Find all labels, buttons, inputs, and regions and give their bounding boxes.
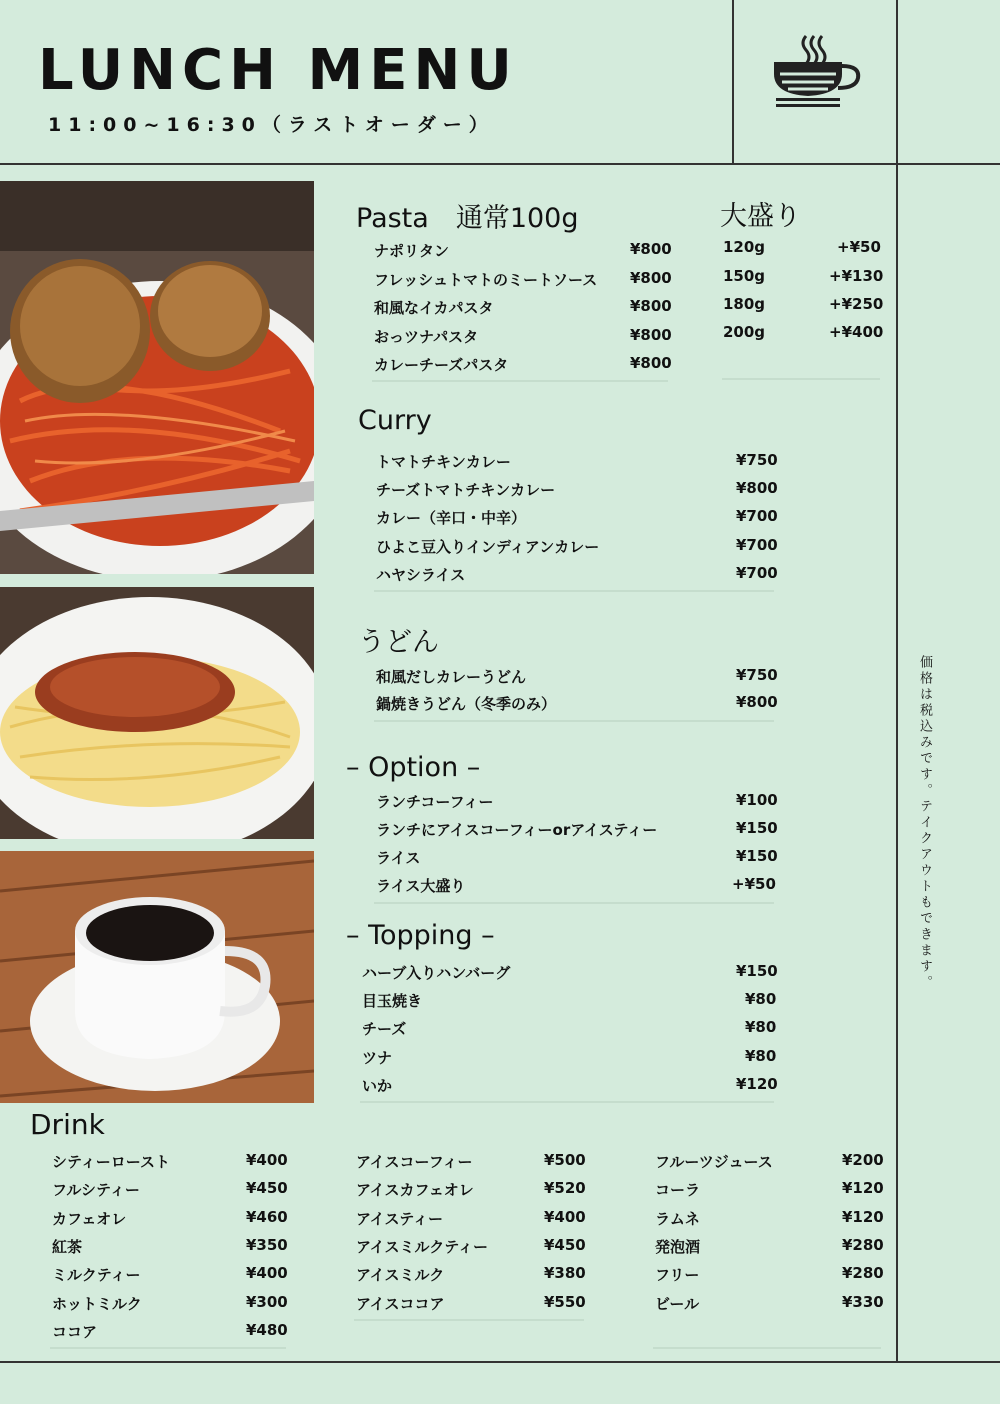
list-item: コーラ ¥120 (655, 1179, 884, 1199)
list-item: ライス大盛り +¥50 (376, 875, 776, 895)
footer-divider (0, 1361, 1000, 1363)
list-item: シティーロースト ¥400 (52, 1151, 288, 1171)
curry-rule (374, 590, 774, 592)
large-portion-heading: 大盛り (720, 201, 801, 232)
list-item: フリー ¥280 (655, 1264, 884, 1284)
pasta-heading: Pasta 通常100g (356, 203, 579, 234)
large-portion-rule (722, 378, 880, 380)
list-item: アイスミルク ¥380 (356, 1264, 586, 1284)
photo-coffee (0, 851, 314, 1103)
list-item: チーズ ¥80 (362, 1018, 777, 1038)
list-item: カレー（辛口・中辛） ¥700 (376, 507, 778, 527)
list-item: ツナ ¥80 (362, 1047, 777, 1067)
list-item: 和風なイカパスタ ¥800 (374, 297, 672, 317)
list-item: 紅茶 ¥350 (52, 1236, 288, 1256)
list-item: 180g +¥250 (723, 295, 884, 313)
opening-hours: 11:00~16:30（ラストオーダー） (48, 114, 495, 136)
list-item: フルーツジュース ¥200 (655, 1151, 884, 1171)
drink-col1-rule (50, 1347, 286, 1349)
header-divider (0, 163, 1000, 165)
list-item: 和風だしカレーうどん ¥750 (376, 666, 778, 686)
drink-heading: Drink (30, 1108, 105, 1141)
option-rule (374, 902, 774, 904)
list-item: ラムネ ¥120 (655, 1208, 884, 1228)
list-item: アイスミルクティー ¥450 (356, 1236, 586, 1256)
list-item: ビール ¥330 (655, 1293, 884, 1313)
list-item: トマトチキンカレー ¥750 (376, 451, 778, 471)
drink-col3-rule (653, 1347, 881, 1349)
list-item: アイスカフェオレ ¥520 (356, 1179, 586, 1199)
coffee-cup-icon (768, 32, 864, 110)
list-item: ランチにアイスコーフィーorアイスティー ¥150 (376, 819, 778, 839)
list-item: カレーチーズパスタ ¥800 (374, 354, 672, 374)
list-item: フレッシュトマトのミートソース ¥800 (374, 269, 672, 289)
pasta-rule (372, 380, 668, 382)
list-item: ハヤシライス ¥700 (376, 564, 778, 584)
list-item: ランチコーフィー ¥100 (376, 791, 778, 811)
list-item: いか ¥120 (362, 1075, 778, 1095)
list-item: アイスティー ¥400 (356, 1208, 586, 1228)
topping-rule (360, 1101, 774, 1103)
list-item: 150g +¥130 (723, 267, 884, 285)
list-item: ハーブ入りハンバーグ ¥150 (362, 962, 778, 982)
list-item: チーズトマトチキンカレー ¥800 (376, 479, 778, 499)
list-item: 200g +¥400 (723, 323, 884, 341)
list-item: ホットミルク ¥300 (52, 1293, 288, 1313)
list-item: アイスココア ¥550 (356, 1293, 586, 1313)
page-title: LUNCH MENU (38, 38, 518, 103)
drink-col2-rule (354, 1319, 584, 1321)
list-item: ひよこ豆入りインディアンカレー ¥700 (376, 536, 778, 556)
list-item: ライス ¥150 (376, 847, 778, 867)
list-item: 鍋焼きうどん（冬季のみ） ¥800 (376, 693, 778, 713)
curry-heading: Curry (358, 405, 432, 436)
option-heading: – Option – (346, 752, 481, 783)
list-item: ココア ¥480 (52, 1321, 288, 1341)
udon-rule (374, 720, 774, 722)
list-item: 目玉焼き ¥80 (362, 990, 777, 1010)
header-vertical-divider (732, 0, 734, 164)
list-item: 120g +¥50 (723, 238, 881, 256)
list-item: ナポリタン ¥800 (374, 240, 672, 260)
udon-heading: うどん (358, 627, 439, 658)
list-item: カフェオレ ¥460 (52, 1208, 288, 1228)
photo-meatball-spaghetti (0, 181, 314, 574)
list-item: フルシティー ¥450 (52, 1179, 288, 1199)
tax-takeout-note: 価格は税込みです。テイクアウトもできます。 (917, 655, 932, 991)
list-item: ミルクティー ¥400 (52, 1264, 288, 1284)
list-item: アイスコーフィー ¥500 (356, 1151, 586, 1171)
right-margin-divider (896, 0, 898, 1362)
topping-heading: – Topping – (346, 920, 495, 951)
photo-meat-sauce-spaghetti (0, 587, 314, 839)
list-item: 発泡酒 ¥280 (655, 1236, 884, 1256)
list-item: おっツナパスタ ¥800 (374, 326, 672, 346)
